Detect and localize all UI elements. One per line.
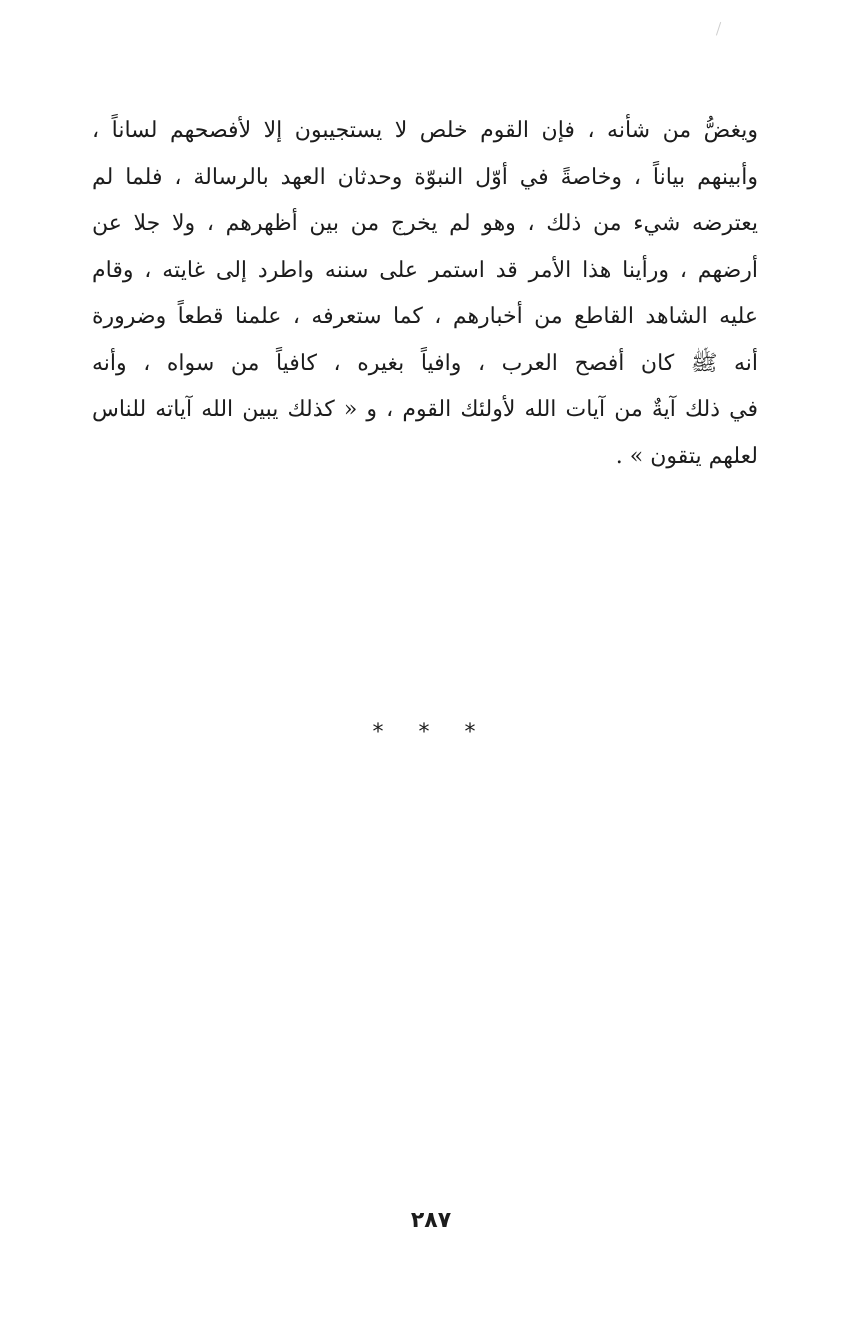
text-line: وأبينهم بياناً ، وخاصةً في أوّل النبوّة وحدثان العهد بالرسالة ، فلما لم bbox=[92, 164, 758, 190]
page-number: ٢٨٧ bbox=[410, 1208, 452, 1233]
section-separator: * * * bbox=[372, 720, 490, 745]
text-line: في ذلك آيةٌ من آيات الله لأولئك القوم ، و « كذلك يبين الله آياته للناس bbox=[92, 397, 758, 422]
text-line: يعترضه شيء من ذلك ، وهو لم يخرج من بين أظهرهم ، ولا جلا عن bbox=[92, 211, 758, 236]
text-line: أنه ﷺ كان أفصح العرب ، وافياً بغيره ، كافياً من سواه ، وأنه bbox=[92, 350, 758, 376]
text-line: ويغضُّ من شأنه ، فإن القوم خلص لا يستجيبون إلا لأفصحهم لساناً ، bbox=[92, 118, 758, 143]
text-line: عليه الشاهد القاطع من أخبارهم ، كما ستعرفه ، علمنا قطعاً وضرورة bbox=[92, 304, 758, 329]
text-line: أرضهم ، ورأينا هذا الأمر قد استمر على سننه واطرد إلى غايته ، وقام bbox=[92, 257, 758, 283]
text-line: لعلهم يتقون » . bbox=[615, 443, 758, 469]
margin-mark bbox=[716, 22, 723, 36]
body-paragraph bbox=[92, 108, 758, 480]
